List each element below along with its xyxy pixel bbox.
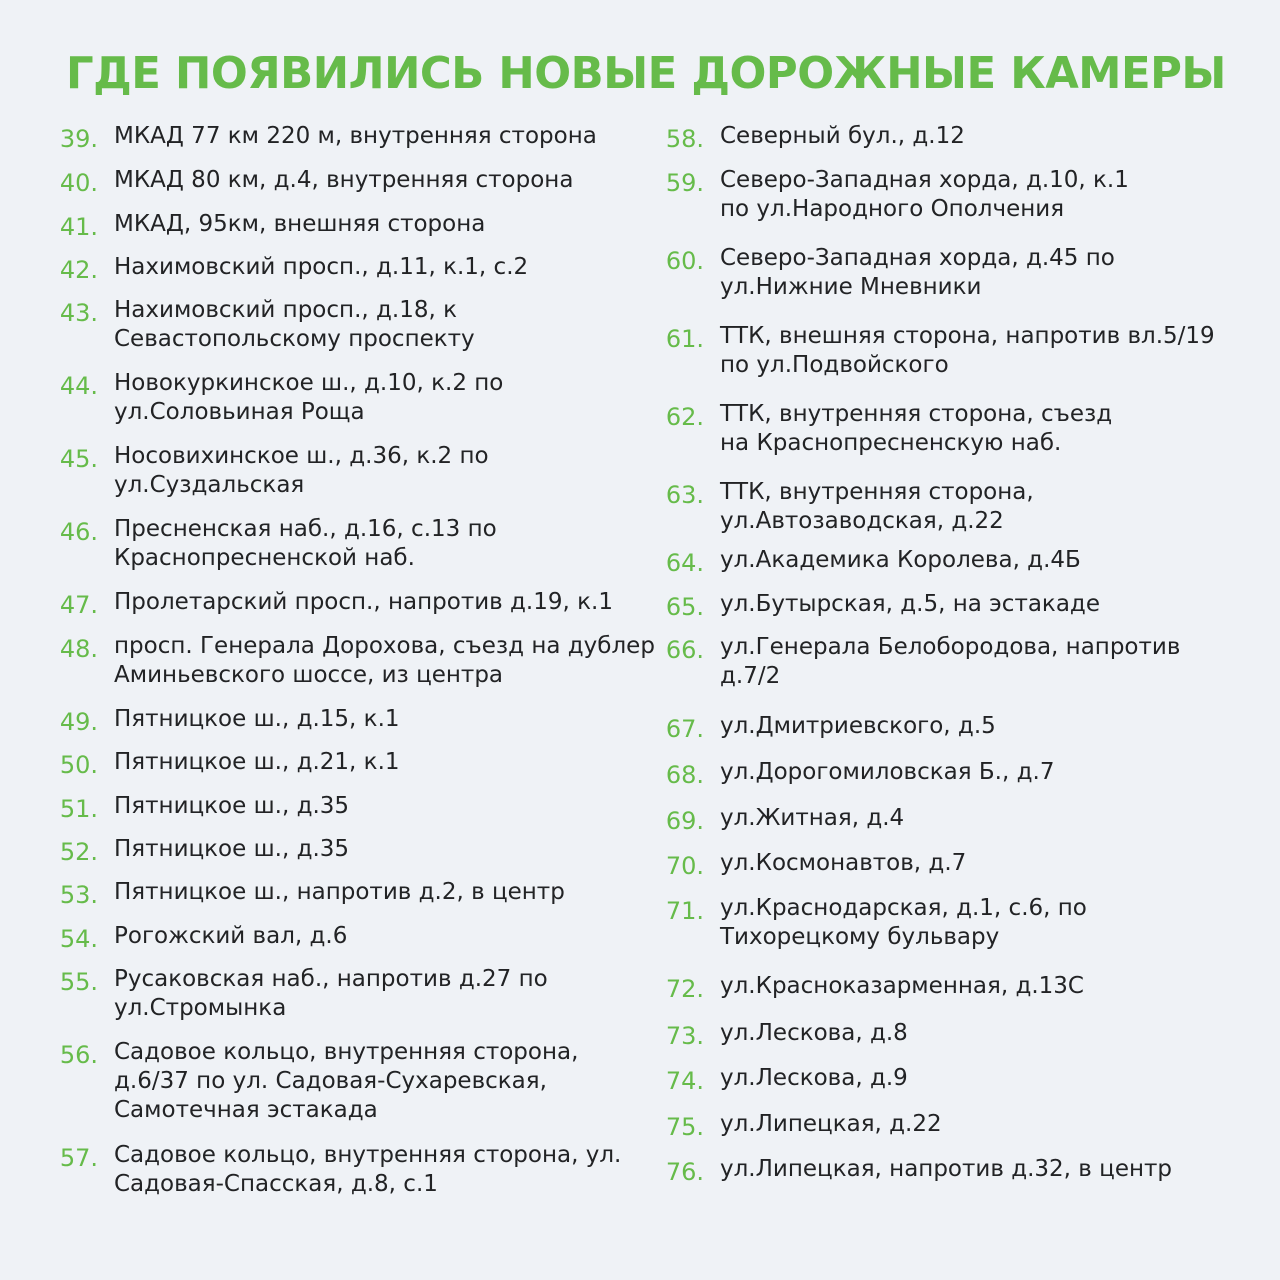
item-address — [720, 758, 1054, 787]
item-address-line: ТТК, внутренняя сторона, съезд — [720, 401, 1113, 427]
item-number: 46. — [59, 518, 98, 546]
item-address — [720, 166, 1129, 224]
item-address-line: Северо-Западная хорда, д.10, к.1 — [720, 167, 1129, 193]
item-number: 45. — [59, 445, 98, 473]
list-item — [646, 758, 1054, 790]
item-address — [114, 878, 565, 907]
list-item — [40, 632, 655, 690]
item-address-line: д.7/2 — [720, 663, 781, 689]
list-item — [40, 922, 347, 954]
item-address — [720, 590, 1100, 619]
item-address-line: ул.Красноказарменная, д.13С — [720, 973, 1084, 999]
item-address-line: Пятницкое ш., д.35 — [114, 793, 350, 819]
list-item — [40, 588, 613, 620]
list-item — [646, 1110, 942, 1142]
item-number: 76. — [665, 1158, 704, 1186]
item-address — [114, 705, 400, 734]
list-item — [646, 478, 1034, 536]
item-address-line: Северный бул., д.12 — [720, 123, 965, 149]
item-number: 48. — [59, 635, 98, 663]
list-item — [40, 253, 528, 285]
item-address — [114, 166, 573, 195]
list-item — [646, 633, 1180, 691]
item-number: 72. — [665, 975, 704, 1003]
item-address-line: Краснопресненской наб. — [114, 545, 415, 571]
item-address — [720, 633, 1180, 691]
list-item — [646, 712, 996, 744]
item-number: 70. — [665, 852, 704, 880]
item-number: 62. — [665, 403, 704, 431]
item-address-line: Рогожский вал, д.6 — [114, 923, 348, 949]
item-address — [720, 1064, 908, 1093]
item-address — [114, 1038, 578, 1125]
item-address-line: ул.Соловьиная Роща — [114, 399, 365, 425]
item-address — [720, 478, 1034, 536]
item-address — [720, 122, 965, 151]
item-number: 54. — [59, 925, 98, 953]
item-number: 40. — [59, 169, 98, 197]
item-address — [720, 1155, 1172, 1184]
item-address-line: ул.Нижние Мневники — [720, 274, 982, 300]
item-address-line: ул.Стромынка — [114, 995, 287, 1021]
item-address — [720, 894, 1087, 952]
list-item — [40, 166, 573, 198]
item-address — [720, 322, 1215, 380]
item-number: 39. — [59, 125, 98, 153]
item-address-line: Севастопольскому проспекту — [114, 326, 475, 352]
item-address — [720, 712, 996, 741]
list-item — [40, 705, 400, 737]
item-address — [720, 1019, 908, 1048]
item-number: 61. — [665, 325, 704, 353]
item-address-line: Самотечная эстакада — [114, 1097, 378, 1123]
item-address — [720, 1110, 942, 1139]
list-item — [646, 166, 1129, 224]
item-address-line: ул.Генерала Белобородова, напротив — [720, 634, 1181, 660]
item-number: 68. — [665, 761, 704, 789]
item-address — [114, 632, 655, 690]
item-address-line: ул.Дмитриевского, д.5 — [720, 713, 996, 739]
item-number: 55. — [59, 968, 98, 996]
item-address-line: ул.Лескова, д.9 — [720, 1065, 908, 1091]
item-number: 47. — [59, 591, 98, 619]
item-number: 66. — [665, 636, 704, 664]
item-number: 73. — [665, 1022, 704, 1050]
list-item — [40, 1141, 621, 1199]
item-address-line: ул.Академика Королева, д.4Б — [720, 547, 1081, 573]
item-address-line: ул.Липецкая, напротив д.32, в центр — [720, 1156, 1173, 1182]
list-item — [40, 1038, 578, 1125]
list-item — [646, 122, 965, 154]
item-address — [114, 588, 613, 617]
item-address — [114, 296, 475, 354]
item-number: 63. — [665, 481, 704, 509]
item-number: 59. — [665, 169, 704, 197]
item-address-line: Пролетарский просп., напротив д.19, к.1 — [114, 589, 613, 615]
item-address — [114, 1141, 621, 1199]
item-number: 51. — [59, 795, 98, 823]
item-address-line: ул.Дорогомиловская Б., д.7 — [720, 759, 1055, 785]
item-number: 49. — [59, 708, 98, 736]
item-address — [114, 122, 597, 151]
item-number: 60. — [665, 247, 704, 275]
list-item — [40, 210, 485, 242]
item-number: 42. — [59, 256, 98, 284]
item-address-line: ТТК, внешняя сторона, напротив вл.5/19 — [720, 323, 1215, 349]
item-address — [114, 369, 503, 427]
item-address-line: просп. Генерала Дорохова, съезд на дублер — [114, 633, 655, 659]
item-number: 50. — [59, 751, 98, 779]
item-address — [114, 922, 347, 951]
item-address-line: ул.Липецкая, д.22 — [720, 1111, 942, 1137]
list-item — [646, 244, 1115, 302]
item-number: 53. — [59, 881, 98, 909]
item-address — [720, 244, 1115, 302]
item-number: 41. — [59, 213, 98, 241]
item-address — [720, 849, 966, 878]
list-item — [646, 546, 1081, 578]
item-address-line: Северо-Западная хорда, д.45 по — [720, 245, 1115, 271]
item-number: 71. — [665, 897, 704, 925]
item-address-line: ул.Автозаводская, д.22 — [720, 508, 1004, 534]
item-address — [114, 442, 489, 500]
item-address — [114, 253, 528, 282]
item-address — [114, 792, 349, 821]
list-item — [40, 442, 489, 500]
item-number: 64. — [665, 549, 704, 577]
item-address — [720, 400, 1112, 458]
item-address-line: Носовихинское ш., д.36, к.2 по — [114, 443, 489, 469]
list-item — [646, 849, 966, 881]
item-address-line: Нахимовский просп., д.18, к — [114, 297, 457, 323]
item-address-line: на Краснопресненскую наб. — [720, 430, 1062, 456]
item-address-line: Садовое кольцо, внутренняя сторона, — [114, 1039, 579, 1065]
item-address — [114, 835, 349, 864]
item-address-line: по ул.Народного Ополчения — [720, 196, 1065, 222]
item-address-line: д.6/37 по ул. Садовая-Сухаревская, — [114, 1068, 547, 1094]
list-item — [646, 1064, 908, 1096]
item-address-line: ул.Житная, д.4 — [720, 805, 905, 831]
item-address — [114, 515, 497, 573]
item-address-line: МКАД 77 км 220 м, внутренняя сторона — [114, 123, 597, 149]
item-address-line: Пресненская наб., д.16, с.13 по — [114, 516, 497, 542]
item-address-line: ул.Бутырская, д.5, на эстакаде — [720, 591, 1100, 617]
page-title: ГДЕ ПОЯВИЛИСЬ НОВЫЕ ДОРОЖНЫЕ КАМЕРЫ — [66, 49, 1226, 99]
item-address-line: ул.Лескова, д.8 — [720, 1020, 908, 1046]
item-address — [114, 965, 548, 1023]
item-address-line: Тихорецкому бульвару — [720, 924, 1000, 950]
item-address-line: Аминьевского шоссе, из центра — [114, 662, 504, 688]
item-address — [720, 804, 904, 833]
item-address-line: Садовое кольцо, внутренняя сторона, ул. — [114, 1142, 622, 1168]
item-address — [720, 546, 1081, 575]
list-item — [40, 515, 497, 573]
item-address-line: Пятницкое ш., д.15, к.1 — [114, 706, 400, 732]
item-address-line: МКАД, 95км, внешняя сторона — [114, 211, 486, 237]
item-address-line: Русаковская наб., напротив д.27 по — [114, 966, 548, 992]
list-item — [646, 1155, 1172, 1187]
item-number: 52. — [59, 838, 98, 866]
list-item — [646, 804, 904, 836]
list-item — [646, 894, 1087, 952]
item-address-line: по ул.Подвойского — [720, 352, 949, 378]
item-number: 56. — [59, 1041, 98, 1069]
item-number: 58. — [665, 125, 704, 153]
list-item — [40, 296, 475, 354]
item-address-line: ул.Краснодарская, д.1, с.6, по — [720, 895, 1087, 921]
item-address-line: Нахимовский просп., д.11, к.1, с.2 — [114, 254, 529, 280]
list-item — [40, 122, 597, 154]
item-number: 44. — [59, 372, 98, 400]
list-item — [646, 322, 1215, 380]
list-item — [40, 369, 503, 427]
item-address-line: Пятницкое ш., д.21, к.1 — [114, 749, 400, 775]
item-number: 65. — [665, 593, 704, 621]
list-item — [646, 400, 1112, 458]
item-number: 43. — [59, 299, 98, 327]
list-item — [40, 835, 349, 867]
item-address-line: Пятницкое ш., напротив д.2, в центр — [114, 879, 565, 905]
item-address-line: Садовая-Спасская, д.8, с.1 — [114, 1171, 438, 1197]
list-item — [40, 748, 400, 780]
item-number: 67. — [665, 715, 704, 743]
item-address — [720, 972, 1084, 1001]
item-number: 75. — [665, 1113, 704, 1141]
list-item — [646, 590, 1100, 622]
item-number: 57. — [59, 1144, 98, 1172]
item-number: 69. — [665, 807, 704, 835]
list-item — [646, 972, 1084, 1004]
list-item — [40, 965, 548, 1023]
list-item — [646, 1019, 908, 1051]
item-address — [114, 210, 485, 239]
item-address-line: ул.Космонавтов, д.7 — [720, 850, 967, 876]
item-address-line: МКАД 80 км, д.4, внутренняя сторона — [114, 167, 574, 193]
item-address-line: ул.Суздальская — [114, 472, 305, 498]
item-address — [114, 748, 400, 777]
item-address-line: ТТК, внутренняя сторона, — [720, 479, 1034, 505]
item-address-line: Новокуркинское ш., д.10, к.2 по — [114, 370, 504, 396]
item-number: 74. — [665, 1067, 704, 1095]
item-address-line: Пятницкое ш., д.35 — [114, 836, 350, 862]
list-item — [40, 878, 565, 910]
list-item — [40, 792, 349, 824]
